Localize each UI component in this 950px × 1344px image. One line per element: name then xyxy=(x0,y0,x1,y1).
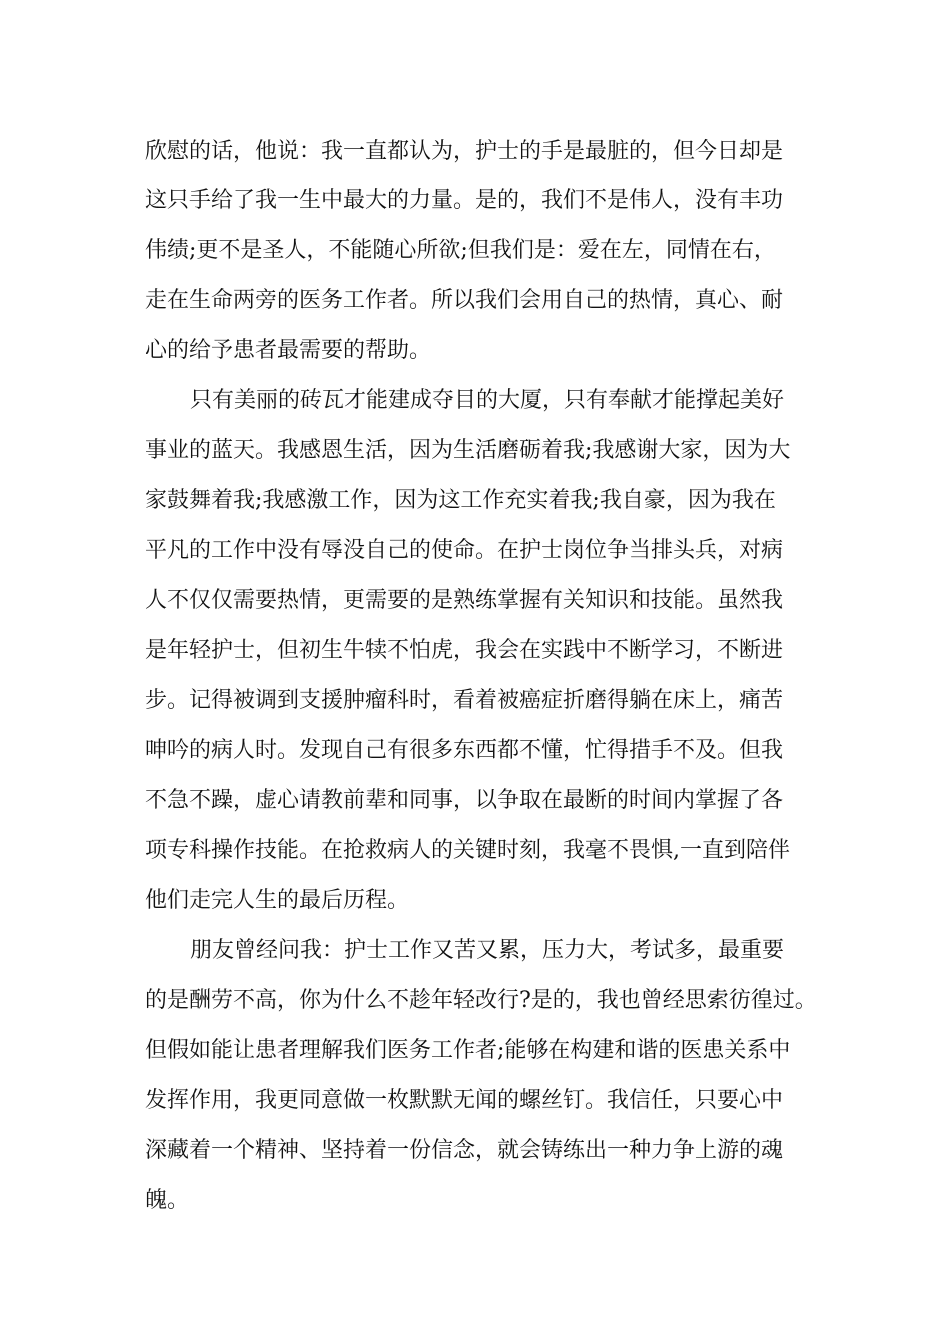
paragraph-first-line: 只有美丽的砖瓦才能建成夺目的大厦，只有奉献才能撑起美好 xyxy=(190,388,785,413)
text-line: 平凡的工作中没有辱没自己的使命。在护士岗位争当排头兵，对病 xyxy=(145,538,784,563)
text-line: 发挥作用，我更同意做一枚默默无闻的螺丝钉。我信任，只要心中 xyxy=(145,1088,784,1113)
text-line: 步。记得被调到支援肿瘤科时，看着被癌症折磨得躺在床上，痛苦 xyxy=(145,688,784,713)
text-line: 欣慰的话，他说：我一直都认为，护士的手是最脏的，但今日却是 xyxy=(145,139,784,164)
text-line: 家鼓舞着我;我感激工作，因为这工作充实着我;我自豪，因为我在 xyxy=(145,488,776,513)
paragraph-first-line: 朋友曾经问我：护士工作又苦又累，压力大，考试多，最重要 xyxy=(190,938,785,963)
text-line: 不急不躁，虚心请教前辈和同事，以争取在最断的时间内掌握了各 xyxy=(145,788,784,813)
text-line: 心的给予患者最需要的帮助。 xyxy=(145,338,432,363)
text-line: 他们走完人生的最后历程。 xyxy=(145,888,410,913)
text-line: 但假如能让患者理解我们医务工作者;能够在构建和谐的医患关系中 xyxy=(145,1038,791,1063)
text-line: 走在生命两旁的医务工作者。所以我们会用自己的热情，真心、耐 xyxy=(145,288,784,313)
text-line: 魄。 xyxy=(145,1188,190,1213)
text-line: 是年轻护士，但初生牛犊不怕虎，我会在实践中不断学习，不断进 xyxy=(145,638,784,663)
text-line: 项专科操作技能。在抢救病人的关键时刻，我毫不畏惧,一直到陪伴 xyxy=(145,838,790,863)
text-line: 事业的蓝天。我感恩生活，因为生活磨砺着我;我感谢大家，因为大 xyxy=(145,438,791,463)
text-line: 人不仅仅需要热情，更需要的是熟练掌握有关知识和技能。虽然我 xyxy=(145,588,784,613)
text-line: 深藏着一个精神、坚持着一份信念，就会铸练出一种力争上游的魂 xyxy=(145,1138,784,1163)
text-line: 这只手给了我一生中最大的力量。是的，我们不是伟人，没有丰功 xyxy=(145,188,784,213)
text-line: 呻吟的病人时。发现自己有很多东西都不懂，忙得措手不及。但我 xyxy=(145,738,784,763)
text-line: 伟绩;更不是圣人，不能随心所欲;但我们是：爱在左，同情在右， xyxy=(145,238,776,263)
text-line: 的是酬劳不高，你为什么不趁年轻改行?是的，我也曾经思索彷徨过。 xyxy=(145,988,817,1013)
